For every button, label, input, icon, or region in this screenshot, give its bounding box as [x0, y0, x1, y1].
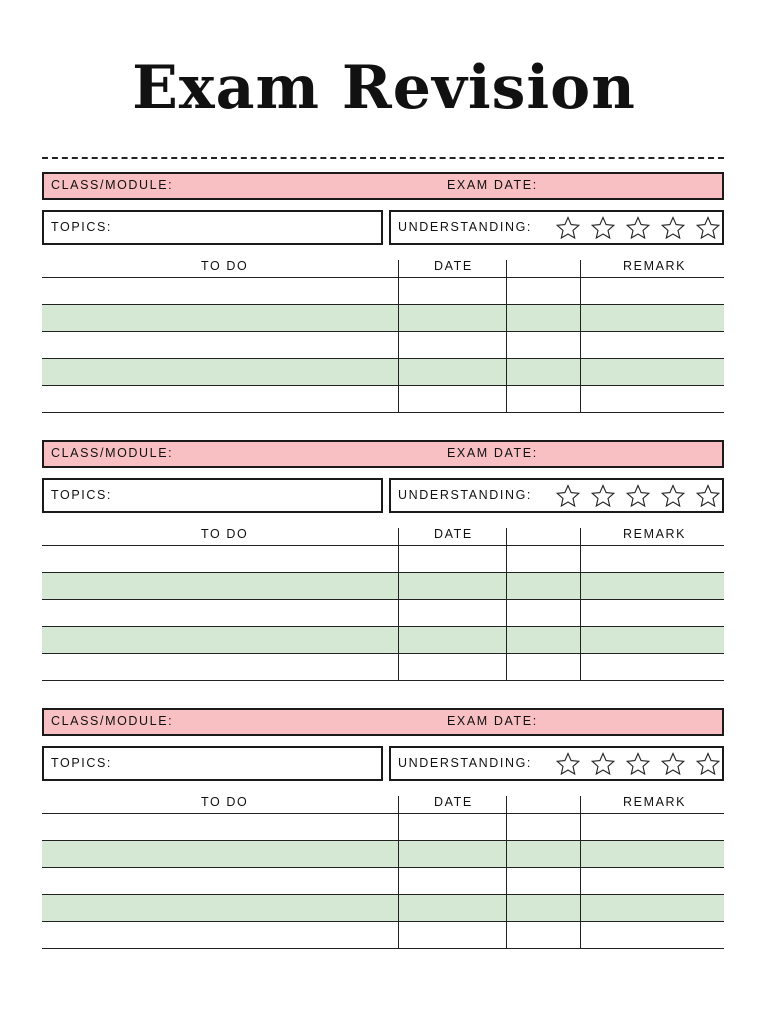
- star-icon[interactable]: [625, 483, 651, 509]
- table-row[interactable]: [42, 546, 724, 573]
- understanding-field: [389, 746, 724, 781]
- table-row[interactable]: [42, 332, 724, 359]
- table-row[interactable]: [42, 814, 724, 841]
- star-icon[interactable]: [555, 483, 581, 509]
- understanding-rating[interactable]: [555, 483, 721, 509]
- topics-label: TOPICS:: [51, 488, 112, 502]
- remark-header: REMARK: [623, 259, 687, 273]
- todo-rows: [42, 546, 724, 681]
- revision-section-2: [42, 440, 724, 684]
- table-row[interactable]: [42, 305, 724, 332]
- table-row[interactable]: [42, 359, 724, 386]
- column-divider: [506, 260, 507, 412]
- todo-rows: [42, 278, 724, 413]
- revision-section-1: [42, 172, 724, 416]
- topics-label: TOPICS:: [51, 220, 112, 234]
- class-module-label: CLASS/MODULE:: [51, 714, 174, 728]
- column-divider: [580, 260, 581, 412]
- table-row[interactable]: [42, 573, 724, 600]
- star-icon[interactable]: [695, 483, 721, 509]
- topics-field[interactable]: [42, 746, 383, 781]
- todo-header: TO DO: [201, 259, 249, 273]
- todo-table-header: [42, 526, 724, 546]
- todo-rows: [42, 814, 724, 949]
- todo-table-header: [42, 258, 724, 278]
- star-icon[interactable]: [590, 483, 616, 509]
- exam-date-label: EXAM DATE:: [447, 714, 538, 728]
- todo-header: TO DO: [201, 527, 249, 541]
- class-module-bar: [42, 172, 724, 200]
- column-divider: [580, 796, 581, 948]
- understanding-rating[interactable]: [555, 751, 721, 777]
- star-icon[interactable]: [625, 751, 651, 777]
- date-header: DATE: [434, 795, 473, 809]
- column-divider: [398, 796, 399, 948]
- star-icon[interactable]: [660, 215, 686, 241]
- date-header: DATE: [434, 527, 473, 541]
- page-title: Exam Revision: [132, 53, 636, 123]
- table-row[interactable]: [42, 627, 724, 654]
- star-icon[interactable]: [625, 215, 651, 241]
- topics-label: TOPICS:: [51, 756, 112, 770]
- dashed-divider: [42, 157, 724, 159]
- remark-header: REMARK: [623, 527, 687, 541]
- table-row[interactable]: [42, 895, 724, 922]
- understanding-field: [389, 210, 724, 245]
- star-icon[interactable]: [695, 751, 721, 777]
- table-row[interactable]: [42, 600, 724, 627]
- understanding-rating[interactable]: [555, 215, 721, 241]
- class-module-bar: [42, 440, 724, 468]
- revision-section-3: [42, 708, 724, 952]
- star-icon[interactable]: [590, 215, 616, 241]
- exam-date-label: EXAM DATE:: [447, 178, 538, 192]
- understanding-field: [389, 478, 724, 513]
- todo-header: TO DO: [201, 795, 249, 809]
- remark-header: REMARK: [623, 795, 687, 809]
- table-row[interactable]: [42, 841, 724, 868]
- understanding-label: UNDERSTANDING:: [398, 220, 532, 234]
- column-divider: [398, 260, 399, 412]
- column-divider: [580, 528, 581, 680]
- understanding-label: UNDERSTANDING:: [398, 756, 532, 770]
- star-icon[interactable]: [555, 215, 581, 241]
- column-divider: [506, 528, 507, 680]
- table-row[interactable]: [42, 278, 724, 305]
- table-row[interactable]: [42, 922, 724, 949]
- column-divider: [506, 796, 507, 948]
- star-icon[interactable]: [695, 215, 721, 241]
- date-header: DATE: [434, 259, 473, 273]
- table-row[interactable]: [42, 868, 724, 895]
- star-icon[interactable]: [660, 483, 686, 509]
- todo-table-header: [42, 794, 724, 814]
- class-module-label: CLASS/MODULE:: [51, 446, 174, 460]
- exam-date-label: EXAM DATE:: [447, 446, 538, 460]
- topics-field[interactable]: [42, 478, 383, 513]
- topics-field[interactable]: [42, 210, 383, 245]
- table-row[interactable]: [42, 654, 724, 681]
- table-row[interactable]: [42, 386, 724, 413]
- star-icon[interactable]: [660, 751, 686, 777]
- column-divider: [398, 528, 399, 680]
- understanding-label: UNDERSTANDING:: [398, 488, 532, 502]
- class-module-bar: [42, 708, 724, 736]
- star-icon[interactable]: [590, 751, 616, 777]
- class-module-label: CLASS/MODULE:: [51, 178, 174, 192]
- star-icon[interactable]: [555, 751, 581, 777]
